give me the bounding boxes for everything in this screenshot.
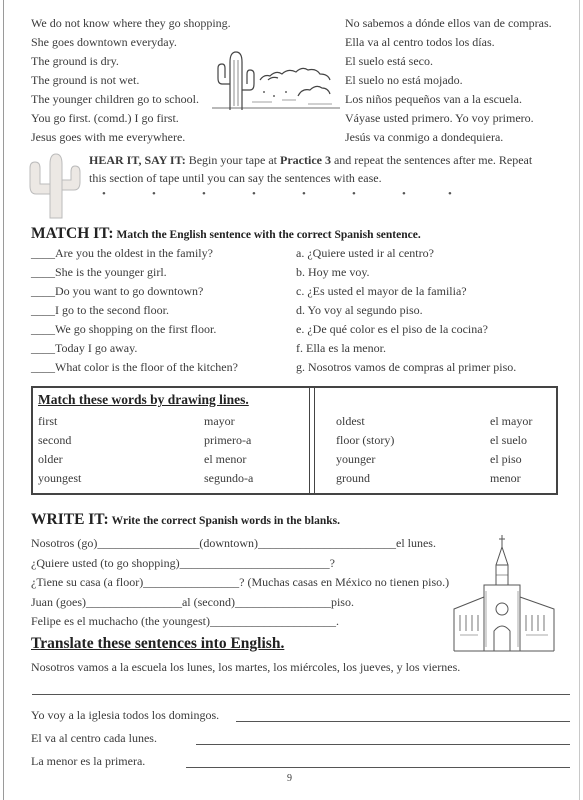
match-spanish-item: a. ¿Quiere usted ir al centro? [296, 246, 434, 260]
hear-it-text-2: and repeat the sentences after me. Repeat [333, 153, 533, 167]
translate-sentence: Yo voy a la iglesia todos los domingos. [31, 708, 220, 722]
match-spanish-item: g. Nosotros vamos de compras al primer piso. [296, 360, 517, 374]
page-number: 9 [287, 773, 292, 784]
write-it-title: WRITE IT: [31, 511, 109, 528]
match-english-item: ____We go shopping on the first floor. [31, 322, 217, 336]
box-divider [309, 386, 315, 493]
decorative-dot: • [252, 188, 256, 200]
word-item: primero-a [204, 433, 252, 447]
match-it-instruction: Match the English sentence with the correct Spanish sentence. [116, 229, 421, 241]
fill-blank-line[interactable]: Felipe es el muchacho (the youngest)_____________________. [31, 614, 339, 628]
spanish-sentence: Jesús va conmigo a dondequiera. [345, 130, 504, 144]
match-spanish-item: d. Yo voy al segundo piso. [296, 303, 423, 317]
translate-title: Translate these sentences into English. [31, 635, 285, 652]
spanish-sentence: Váyase usted primero. Yo voy primero. [345, 111, 534, 125]
spanish-sentence: El suelo está seco. [345, 54, 433, 68]
spanish-sentence: Los niños pequeños van a la escuela. [345, 92, 522, 106]
word-item: floor (story) [336, 433, 395, 447]
words-col-2 [204, 414, 253, 490]
word-item: menor [490, 471, 521, 485]
answer-line[interactable] [196, 744, 570, 745]
decorative-dot: • [302, 188, 306, 200]
word-item: older [38, 452, 63, 466]
hear-it-label: HEAR IT, SAY IT: [89, 153, 186, 167]
fill-blank-line[interactable]: ¿Tiene su casa (a floor)________________? (Muchas casas en México no tienen piso.) [31, 575, 450, 589]
answer-line[interactable] [236, 721, 570, 722]
translate-sentence: El va al centro cada lunes. [31, 731, 157, 745]
match-english-item: ____She is the younger girl. [31, 265, 167, 279]
match-english-item: ____Today I go away. [31, 341, 138, 355]
word-item: mayor [204, 414, 235, 428]
answer-line[interactable] [32, 694, 570, 695]
words-col-3 [336, 414, 394, 490]
write-it-header [31, 511, 340, 529]
write-it-lines [31, 536, 449, 634]
english-sentence: The younger children go to school. [31, 92, 199, 106]
write-it-instruction: Write the correct Spanish words in the blanks. [111, 515, 340, 527]
word-item: youngest [38, 471, 82, 485]
cactus-icon [24, 150, 86, 220]
match-spanish-item: e. ¿De qué color es el piso de la cocina? [296, 322, 488, 336]
match-english-item: ____What color is the floor of the kitchen? [31, 360, 238, 374]
decorative-dot: • [152, 188, 156, 200]
decorative-dot: • [448, 188, 452, 200]
spanish-sentence: Ella va al centro todos los días. [345, 35, 495, 49]
match-it-title: MATCH IT: [31, 225, 114, 242]
word-item: el menor [204, 452, 247, 466]
match-spanish-list [296, 246, 516, 379]
decorative-dot: • [352, 188, 356, 200]
match-spanish-item: c. ¿Es usted el mayor de la familia? [296, 284, 467, 298]
word-item: el piso [490, 452, 522, 466]
top-spanish-list [345, 16, 552, 149]
english-sentence: The ground is not wet. [31, 73, 140, 87]
top-english-list [31, 16, 231, 149]
desert-cactus-illustration [212, 40, 342, 112]
words-col-1 [38, 414, 81, 490]
word-item: first [38, 414, 58, 428]
word-item: younger [336, 452, 376, 466]
fill-blank-line[interactable]: Nosotros (go)_________________(downtown)_______________________el lunes. [31, 536, 436, 550]
match-english-item: ____Are you the oldest in the family? [31, 246, 213, 260]
church-illustration [450, 535, 558, 655]
word-item: oldest [336, 414, 365, 428]
fill-blank-line[interactable]: ¿Quiere usted (to go shopping)_________________________? [31, 555, 335, 570]
match-english-item: ____I go to the second floor. [31, 303, 169, 317]
words-col-4 [490, 414, 532, 490]
decorative-dot: • [102, 188, 106, 200]
match-english-item: ____Do you want to go downtown? [31, 284, 204, 298]
fill-blank-line[interactable]: Juan (goes)________________al (second)________________piso. [31, 594, 354, 609]
match-spanish-item: b. Hoy me voy. [296, 265, 370, 279]
answer-line[interactable] [186, 767, 570, 768]
page-border-left [3, 0, 4, 800]
english-sentence: You go first. (comd.) I go first. [31, 111, 179, 125]
spanish-sentence: El suelo no está mojado. [345, 73, 463, 87]
match-spanish-item: f. Ella es la menor. [296, 341, 386, 355]
match-it-header [31, 225, 421, 243]
english-sentence: The ground is dry. [31, 54, 119, 68]
word-item: segundo-a [204, 471, 254, 485]
translate-sentence: La menor es la primera. [31, 754, 146, 768]
translate-sentence: Nosotros vamos a la escuela los lunes, los martes, los miércoles, los jueves, y los viernes. [31, 660, 461, 674]
decorative-dot: • [202, 188, 206, 200]
match-lines-title: Match these words by drawing lines. [38, 392, 249, 407]
word-item: ground [336, 471, 370, 485]
practice-label: Practice 3 [280, 153, 331, 167]
spanish-sentence: No sabemos a dónde ellos van de compras. [345, 16, 552, 30]
page-border-right [579, 0, 580, 800]
word-item: el mayor [490, 414, 533, 428]
decorative-dot: • [402, 188, 406, 200]
hear-it-text: Begin your tape at [188, 153, 278, 167]
english-sentence: Jesus goes with me everywhere. [31, 130, 186, 144]
english-sentence: She goes downtown everyday. [31, 35, 177, 49]
english-sentence: We do not know where they go shopping. [31, 16, 231, 30]
match-english-list [31, 246, 238, 379]
hear-it-line-2: this section of tape until you can say the sentences with ease. [89, 171, 382, 185]
hear-it-instruction [89, 153, 532, 168]
word-item: el suelo [490, 433, 527, 447]
word-item: second [38, 433, 72, 447]
